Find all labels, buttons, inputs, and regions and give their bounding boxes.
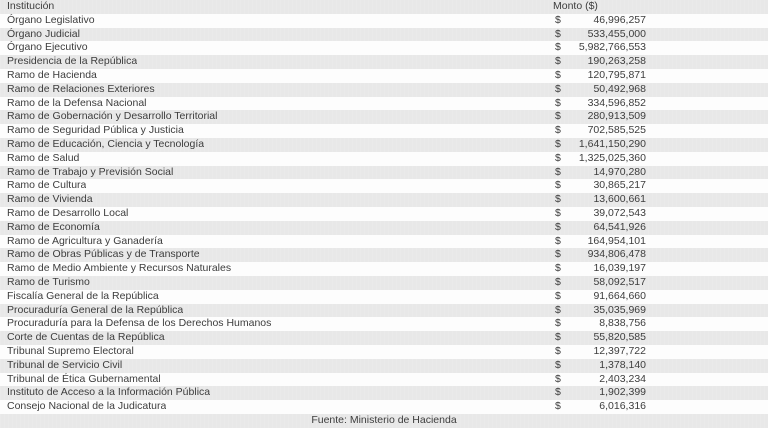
amount-cell [552, 290, 648, 304]
amount-cell [552, 304, 648, 318]
table-row [0, 262, 768, 276]
currency-symbol: $ [555, 303, 561, 316]
table-row [0, 235, 768, 249]
currency-symbol: $ [555, 124, 561, 137]
table-row [0, 359, 768, 373]
currency-symbol: $ [555, 220, 561, 233]
amount-value: 190,263,258 [587, 55, 646, 68]
amount-value: 13,600,661 [593, 193, 646, 206]
currency-symbol: $ [555, 165, 561, 178]
amount-cell [552, 193, 648, 207]
amount-cell [552, 83, 648, 97]
currency-symbol: $ [555, 27, 561, 40]
table-row [0, 386, 768, 400]
amount-cell [552, 235, 648, 249]
amount-cell [552, 386, 648, 400]
amount-cell [552, 55, 648, 69]
table-row [0, 110, 768, 124]
amount-value: 64,541,926 [593, 220, 646, 233]
table-row [0, 373, 768, 387]
currency-symbol: $ [555, 193, 561, 206]
amount-cell [552, 262, 648, 276]
institution-name: Ramo de Trabajo y Previsión Social [7, 165, 174, 178]
table-footer-row [0, 414, 768, 428]
currency-symbol: $ [555, 41, 561, 54]
currency-symbol: $ [555, 400, 561, 413]
table-row [0, 248, 768, 262]
table-row [0, 28, 768, 42]
amount-cell [552, 28, 648, 42]
amount-value: 55,820,585 [593, 331, 646, 344]
currency-symbol: $ [555, 344, 561, 357]
institution-name: Fiscalía General de la República [7, 289, 159, 302]
amount-value: 1,378,140 [599, 358, 646, 371]
institution-name: Ramo de Relaciones Exteriores [7, 82, 155, 95]
institution-name: Procuraduría para la Defensa de los Derechos Humanos [7, 317, 272, 330]
institution-name: Presidencia de la República [7, 55, 138, 68]
bottom-margin [0, 428, 768, 432]
institution-name: Instituto de Acceso a la Información Pública [7, 386, 211, 399]
amount-value: 91,664,660 [593, 289, 646, 302]
institution-name: Procuraduría General de la República [7, 303, 184, 316]
currency-symbol: $ [555, 68, 561, 81]
currency-symbol: $ [555, 137, 561, 150]
institution-name: Tribunal Supremo Electoral [7, 344, 134, 357]
currency-symbol: $ [555, 372, 561, 385]
amount-cell [552, 124, 648, 138]
amount-cell [552, 331, 648, 345]
currency-symbol: $ [555, 179, 561, 192]
amount-value: 334,596,852 [587, 96, 646, 109]
amount-value: 164,954,101 [587, 234, 646, 247]
institution-name: Ramo de Vivienda [7, 193, 93, 206]
institution-name: Ramo de Cultura [7, 179, 87, 192]
amount-cell [552, 179, 648, 193]
currency-symbol: $ [555, 275, 561, 288]
institution-name: Ramo de Agricultura y Ganadería [7, 234, 163, 247]
amount-value: 702,585,525 [587, 124, 646, 137]
amount-value: 12,397,722 [593, 344, 646, 357]
table-row [0, 304, 768, 318]
amount-cell [552, 221, 648, 235]
amount-value: 1,641,150,290 [578, 137, 646, 150]
amount-value: 533,455,000 [587, 27, 646, 40]
amount-cell [552, 69, 648, 83]
amount-value: 30,865,217 [593, 179, 646, 192]
amount-value: 280,913,509 [587, 110, 646, 123]
amount-value: 16,039,197 [593, 262, 646, 275]
currency-symbol: $ [555, 248, 561, 261]
institution-name: Ramo de Salud [7, 151, 80, 164]
amount-value: 2,403,234 [599, 372, 646, 385]
currency-symbol: $ [555, 206, 561, 219]
institution-name: Ramo de Turismo [7, 275, 90, 288]
currency-symbol: $ [555, 110, 561, 123]
amount-cell [552, 207, 648, 221]
amount-cell [552, 166, 648, 180]
currency-symbol: $ [555, 234, 561, 247]
table-row [0, 207, 768, 221]
institution-name: Ramo de Economía [7, 220, 100, 233]
institution-name: Órgano Ejecutivo [7, 41, 88, 54]
table-row [0, 400, 768, 414]
table-row [0, 83, 768, 97]
table-row [0, 179, 768, 193]
amount-cell [552, 359, 648, 373]
amount-cell [552, 138, 648, 152]
table-row [0, 152, 768, 166]
table-row [0, 97, 768, 111]
amount-value: 35,035,969 [593, 303, 646, 316]
currency-symbol: $ [555, 13, 561, 26]
amount-cell [552, 400, 648, 414]
amount-value: 1,902,399 [599, 386, 646, 399]
amount-cell [552, 248, 648, 262]
institution-name: Ramo de Medio Ambiente y Recursos Naturales [7, 262, 232, 275]
institution-name: Ramo de Hacienda [7, 68, 97, 81]
amount-value: 46,996,257 [593, 13, 646, 26]
currency-symbol: $ [555, 386, 561, 399]
currency-symbol: $ [555, 331, 561, 344]
table-row [0, 221, 768, 235]
amount-cell [552, 317, 648, 331]
amount-cell [552, 373, 648, 387]
amount-cell [552, 110, 648, 124]
amount-value: 120,795,871 [587, 68, 646, 81]
institution-name: Ramo de la Defensa Nacional [7, 96, 147, 109]
table-row [0, 138, 768, 152]
table-row [0, 124, 768, 138]
currency-symbol: $ [555, 96, 561, 109]
table-row [0, 41, 768, 55]
currency-symbol: $ [555, 151, 561, 164]
table-row [0, 290, 768, 304]
institution-name: Ramo de Educación, Ciencia y Tecnología [7, 137, 205, 150]
table-row [0, 166, 768, 180]
currency-symbol: $ [555, 317, 561, 330]
institution-name: Tribunal de Servicio Civil [7, 358, 123, 371]
amount-value: 14,970,280 [593, 165, 646, 178]
column-header-institution: Institución [7, 0, 55, 12]
currency-symbol: $ [555, 82, 561, 95]
institution-name: Ramo de Obras Públicas y de Transporte [7, 248, 200, 261]
amount-cell [552, 152, 648, 166]
table-row [0, 276, 768, 290]
currency-symbol: $ [555, 358, 561, 371]
currency-symbol: $ [555, 289, 561, 302]
amount-value: 1,325,025,360 [578, 151, 646, 164]
amount-value: 5,982,766,553 [578, 41, 646, 54]
institution-name: Órgano Legislativo [7, 13, 95, 26]
column-header-amount: Monto ($) [553, 0, 598, 12]
table-row [0, 193, 768, 207]
amount-value: 6,016,316 [599, 400, 646, 413]
table-row [0, 331, 768, 345]
currency-symbol: $ [555, 262, 561, 275]
institution-name: Ramo de Seguridad Pública y Justicia [7, 124, 184, 137]
amount-cell [552, 41, 648, 55]
table-row [0, 55, 768, 69]
table-row [0, 345, 768, 359]
institution-name: Consejo Nacional de la Judicatura [7, 400, 167, 413]
amount-value: 58,092,517 [593, 275, 646, 288]
amount-value: 50,492,968 [593, 82, 646, 95]
institution-name: Ramo de Desarrollo Local [7, 206, 129, 219]
table-row [0, 69, 768, 83]
institution-name: Ramo de Gobernación y Desarrollo Territorial [7, 110, 218, 123]
amount-cell [552, 14, 648, 28]
table-body [0, 14, 768, 414]
institution-name: Tribunal de Ética Gubernamental [7, 372, 161, 385]
amount-cell [552, 276, 648, 290]
institution-name: Corte de Cuentas de la República [7, 331, 165, 344]
amount-value: 934,806,478 [587, 248, 646, 261]
currency-symbol: $ [555, 55, 561, 68]
source-note: Fuente: Ministerio de Hacienda [311, 413, 457, 426]
institution-name: Órgano Judicial [7, 27, 80, 40]
amount-value: 39,072,543 [593, 206, 646, 219]
amount-cell [552, 345, 648, 359]
amount-cell [552, 97, 648, 111]
table-header-row [0, 0, 768, 14]
table-row [0, 14, 768, 28]
table-row [0, 317, 768, 331]
amount-value: 8,838,756 [599, 317, 646, 330]
